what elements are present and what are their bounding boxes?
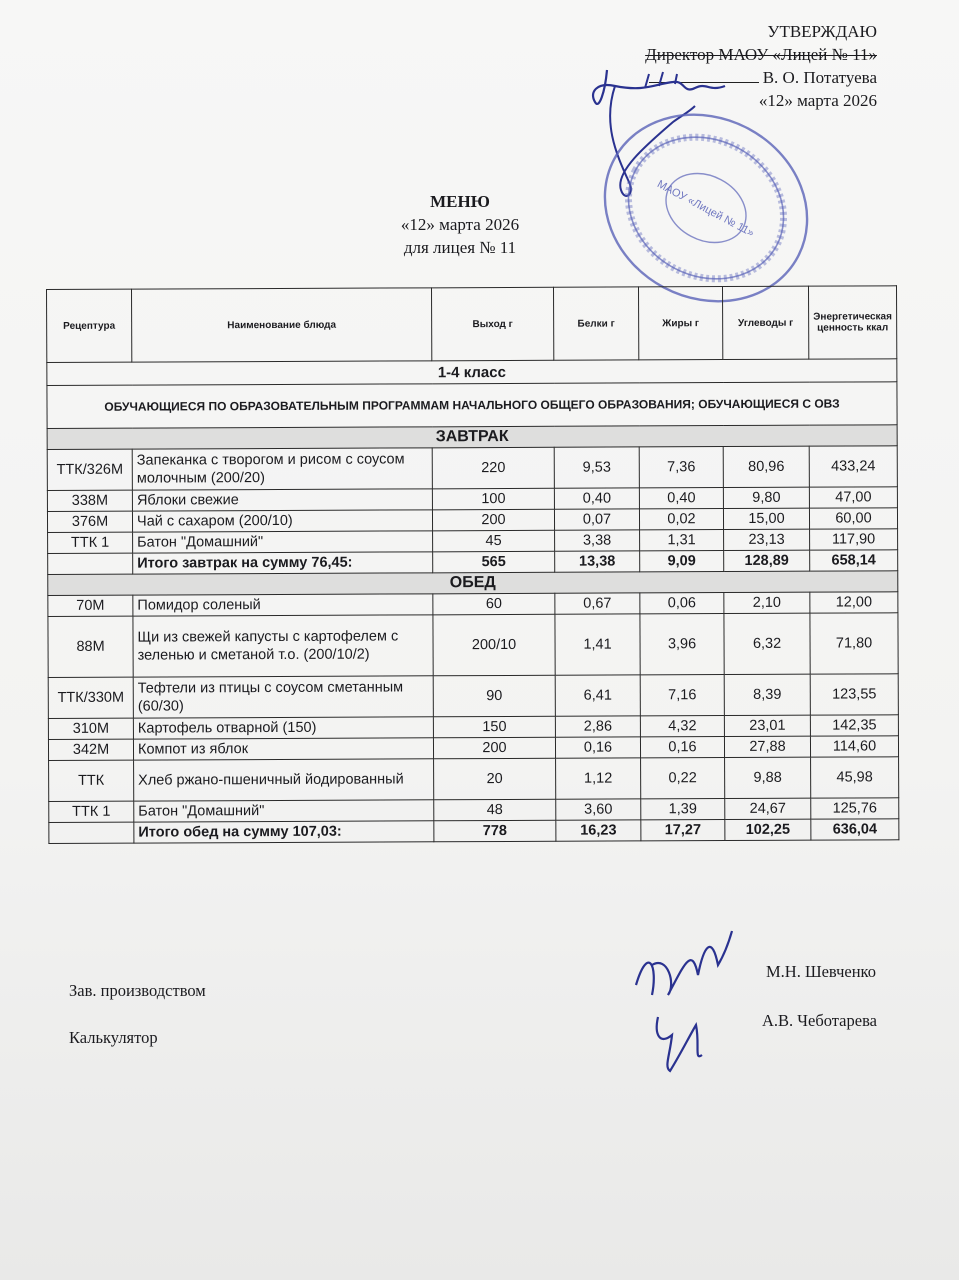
dish-name: Хлеб ржано-пшеничный йодированный bbox=[134, 759, 434, 801]
protein-value: 9,53 bbox=[554, 447, 639, 488]
energy-value: 117,90 bbox=[810, 529, 898, 550]
menu-heading bbox=[330, 190, 590, 259]
dish-name: Тефтели из птицы с соусом сметанным (60/30) bbox=[133, 676, 433, 718]
carbs-value: 24,67 bbox=[725, 798, 811, 819]
protein-value: 3,60 bbox=[556, 799, 641, 820]
header-output: Выход г bbox=[431, 287, 553, 361]
recipe-code: ТТК 1 bbox=[48, 532, 133, 553]
menu-subtitle: для лицея № 11 bbox=[403, 238, 517, 257]
fat-value: 3,96 bbox=[640, 614, 724, 675]
table-row bbox=[48, 613, 898, 678]
total-energy: 636,04 bbox=[811, 819, 899, 840]
fat-value: 4,32 bbox=[640, 716, 724, 737]
section-title: ЗАВТРАК bbox=[47, 425, 897, 450]
dish-name: Батон "Домашний" bbox=[134, 800, 434, 822]
menu-table bbox=[46, 285, 899, 844]
energy-value: 142,35 bbox=[810, 715, 898, 736]
protein-value: 0,67 bbox=[555, 593, 640, 614]
recipe-code: ТТК/330М bbox=[48, 677, 133, 718]
output-value: 150 bbox=[433, 716, 555, 738]
carbs-value: 15,00 bbox=[723, 508, 809, 529]
fat-value: 0,22 bbox=[641, 758, 725, 799]
footer-role-production: Зав. производством bbox=[69, 981, 206, 1000]
output-value: 48 bbox=[434, 799, 556, 821]
dish-name: Чай с сахаром (200/10) bbox=[132, 510, 432, 532]
total-energy: 658,14 bbox=[810, 550, 898, 571]
total-empty-cell bbox=[48, 553, 133, 574]
dish-name: Запеканка с творогом и рисом с соусом молочным (200/20) bbox=[132, 448, 432, 490]
output-value: 200/10 bbox=[433, 614, 555, 676]
energy-value: 125,76 bbox=[811, 798, 899, 819]
recipe-code: 342М bbox=[48, 739, 133, 760]
output-value: 100 bbox=[432, 488, 554, 510]
header-recipe: Рецептура bbox=[47, 289, 132, 362]
carbs-value: 27,88 bbox=[724, 736, 810, 757]
protein-value: 6,41 bbox=[555, 675, 640, 716]
header-protein: Белки г bbox=[553, 287, 638, 360]
protein-value: 1,12 bbox=[556, 758, 641, 799]
output-value: 20 bbox=[434, 758, 556, 800]
header-energy: Энергетическая ценность ккал bbox=[808, 286, 896, 359]
grade-label: 1-4 класс bbox=[47, 359, 897, 386]
protein-value: 1,41 bbox=[555, 614, 640, 675]
output-value: 45 bbox=[433, 530, 555, 552]
total-carbs: 102,25 bbox=[725, 819, 811, 840]
dish-name: Картофель отварной (150) bbox=[133, 717, 433, 739]
fat-value: 0,40 bbox=[639, 488, 723, 509]
protein-value: 3,38 bbox=[555, 530, 640, 551]
total-empty-cell bbox=[49, 822, 134, 843]
dish-name: Яблоки свежие bbox=[132, 489, 432, 511]
footer-name-calculator: А.В. Чеботарева bbox=[762, 1011, 877, 1030]
header-dish: Наименование блюда bbox=[132, 288, 432, 362]
stamp-icon bbox=[596, 108, 816, 308]
carbs-value: 23,01 bbox=[724, 715, 810, 736]
protein-value: 2,86 bbox=[555, 716, 640, 737]
total-row bbox=[49, 819, 899, 844]
table-row bbox=[49, 757, 899, 802]
approval-name: В. О. Потатуева bbox=[762, 68, 877, 87]
group-row bbox=[47, 382, 897, 429]
energy-value: 71,80 bbox=[810, 613, 898, 674]
approval-position: Директор МАОУ «Лицей № 11» bbox=[645, 45, 877, 64]
footer-role-calculator: Калькулятор bbox=[69, 1028, 158, 1047]
calculator-signature-icon bbox=[650, 1005, 710, 1075]
fat-value: 0,16 bbox=[640, 737, 724, 758]
protein-value: 0,07 bbox=[554, 509, 639, 530]
total-protein: 13,38 bbox=[555, 551, 640, 572]
total-carbs: 128,89 bbox=[724, 550, 810, 571]
table-row bbox=[48, 674, 898, 719]
section-title: ОБЕД bbox=[48, 571, 898, 596]
energy-value: 12,00 bbox=[810, 592, 898, 613]
recipe-code: 338М bbox=[47, 490, 132, 511]
header-fat: Жиры г bbox=[638, 287, 722, 360]
energy-value: 123,55 bbox=[810, 674, 898, 715]
energy-value: 433,24 bbox=[809, 446, 897, 487]
recipe-code: ТТК 1 bbox=[49, 801, 134, 822]
menu-date: «12» марта 2026 bbox=[400, 215, 520, 234]
dish-name: Компот из яблок bbox=[133, 738, 433, 760]
energy-value: 45,98 bbox=[811, 757, 899, 798]
footer-name-production: М.Н. Шевченко bbox=[766, 962, 876, 981]
energy-value: 47,00 bbox=[809, 487, 897, 508]
stamp-text: МАОУ «Лицей № 11» bbox=[655, 178, 757, 240]
production-signature-icon bbox=[628, 925, 738, 1015]
protein-value: 0,40 bbox=[554, 488, 639, 509]
fat-value: 0,06 bbox=[640, 593, 724, 614]
carbs-value: 8,39 bbox=[724, 674, 810, 715]
dish-name: Батон "Домашний" bbox=[133, 531, 433, 553]
dish-name: Помидор соленый bbox=[133, 594, 433, 616]
energy-value: 60,00 bbox=[809, 508, 897, 529]
energy-value: 114,60 bbox=[810, 736, 898, 757]
carbs-value: 80,96 bbox=[723, 446, 809, 487]
protein-value: 0,16 bbox=[555, 737, 640, 758]
fat-value: 7,16 bbox=[640, 675, 724, 716]
total-output: 778 bbox=[434, 820, 556, 842]
total-fat: 17,27 bbox=[641, 820, 725, 841]
output-value: 90 bbox=[433, 675, 555, 717]
fat-value: 0,02 bbox=[639, 509, 723, 530]
output-value: 220 bbox=[432, 447, 554, 489]
total-protein: 16,23 bbox=[556, 820, 641, 841]
carbs-value: 23,13 bbox=[724, 529, 810, 550]
page-title: МЕНЮ bbox=[430, 192, 490, 211]
recipe-code: ТТК bbox=[49, 760, 134, 801]
output-value: 200 bbox=[432, 509, 554, 531]
fat-value: 1,31 bbox=[640, 530, 724, 551]
recipe-code: 88М bbox=[48, 616, 133, 677]
recipe-code: 70М bbox=[48, 595, 133, 616]
fat-value: 7,36 bbox=[639, 447, 723, 488]
table-row bbox=[47, 446, 897, 491]
dish-name: Щи из свежей капусты с картофелем с зеленью и сметаной т.о. (200/10/2) bbox=[133, 615, 433, 677]
recipe-code: ТТК/326М bbox=[47, 449, 132, 490]
carbs-value: 9,88 bbox=[725, 757, 811, 798]
output-value: 60 bbox=[433, 593, 555, 615]
approval-title: УТВЕРЖДАЮ bbox=[767, 22, 877, 41]
fat-value: 1,39 bbox=[641, 799, 725, 820]
recipe-code: 310М bbox=[48, 718, 133, 739]
total-label: Итого обед на сумму 107,03: bbox=[134, 821, 434, 843]
carbs-value: 2,10 bbox=[724, 592, 810, 613]
carbs-value: 6,32 bbox=[724, 613, 810, 674]
total-fat: 9,09 bbox=[640, 551, 724, 572]
total-label: Итого завтрак на сумму 76,45: bbox=[133, 552, 433, 574]
approval-date: «12» марта 2026 bbox=[758, 91, 877, 110]
header-carbs: Углеводы г bbox=[722, 286, 808, 359]
table-header-row bbox=[47, 286, 897, 363]
output-value: 200 bbox=[433, 737, 555, 759]
total-output: 565 bbox=[433, 551, 555, 573]
carbs-value: 9,80 bbox=[723, 487, 809, 508]
recipe-code: 376М bbox=[47, 511, 132, 532]
group-label: ОБУЧАЮЩИЕСЯ ПО ОБРАЗОВАТЕЛЬНЫМ ПРОГРАММАМ НАЧАЛЬНОГО ОБЩЕГО ОБРАЗОВАНИЯ; ОБУЧАЮЩИЕСЯ С ОВЗ bbox=[47, 382, 897, 429]
